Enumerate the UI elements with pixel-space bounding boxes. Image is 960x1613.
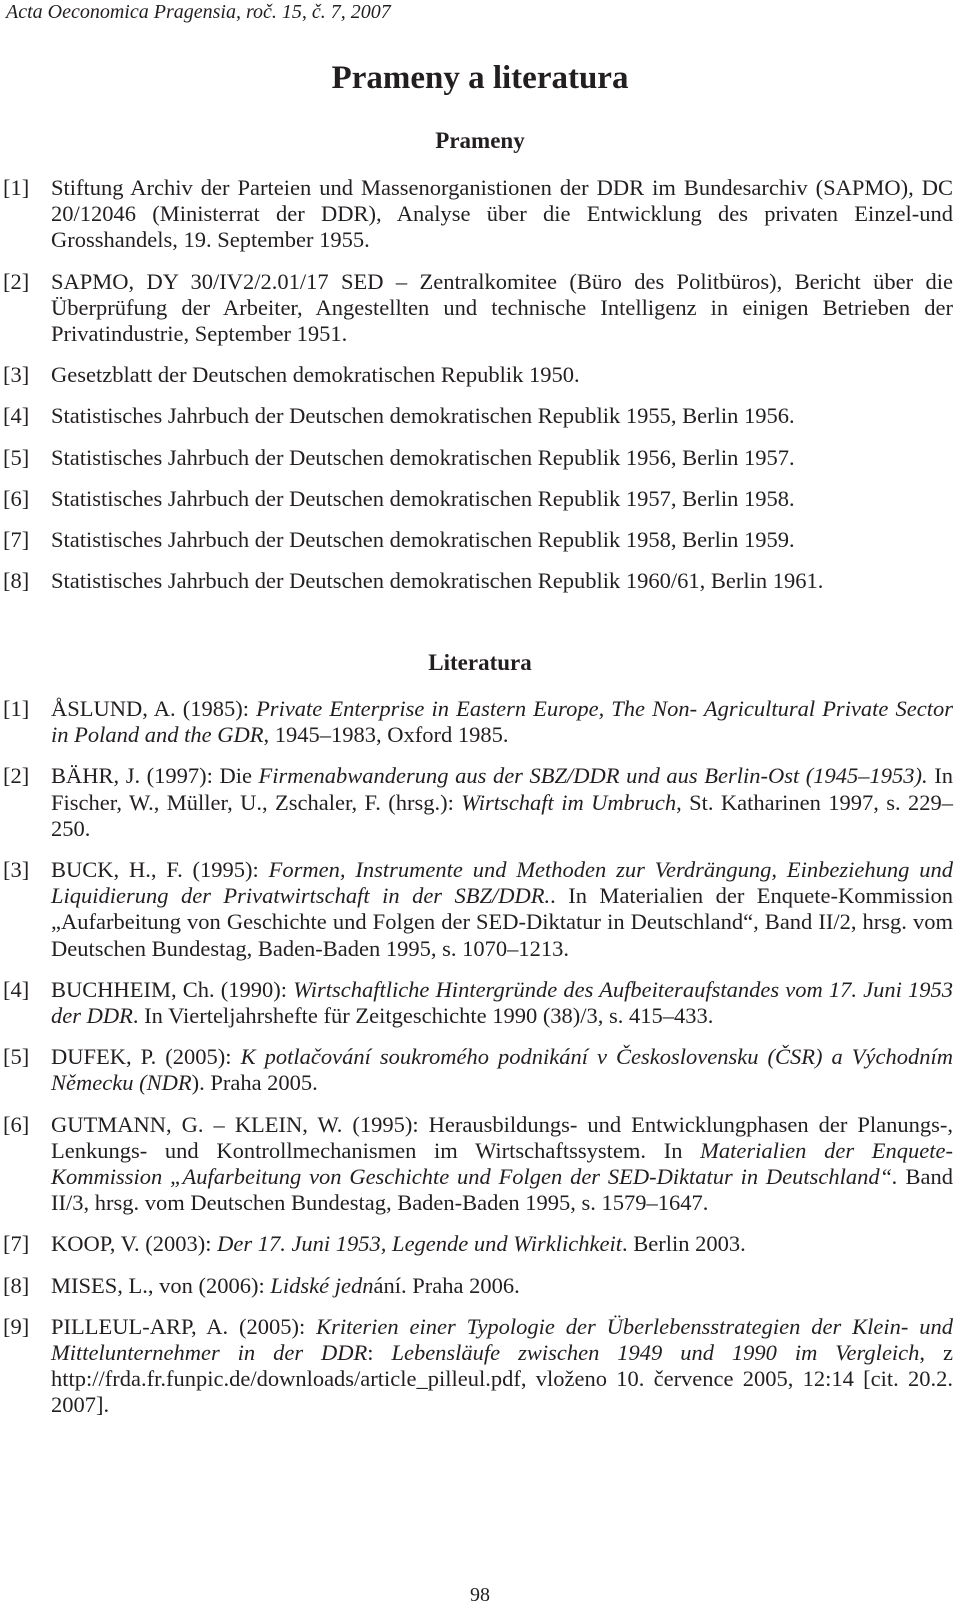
reference-text <box>51 696 953 748</box>
reference-number: [1] <box>3 696 30 721</box>
reference-text-segment: Band II/3, hrsg. vom Deutschen Bundestag, Baden-Baden 1995, s. 1579–1647. <box>51 1164 953 1216</box>
reference-text-segment: SAPMO, DY 30/IV2/2.01/17 SED – Zentralkomitee (Büro des Politbüros), Bericht über die Überprüfung der Arbeiter, Angestellten und technische Intelligenz in einigen Betrieben der Privatindustrie, September 1951. <box>51 268 953 347</box>
reference-text-segment: PILLEUL-ARP, A. (2005): <box>51 1313 317 1339</box>
literature-entry <box>3 1231 953 1257</box>
reference-title-italic: Lebensläufe zwischen 1949 und 1990 im Vergleich <box>391 1340 920 1366</box>
source-entry <box>3 362 953 388</box>
literature-entry <box>3 696 953 748</box>
page-number: 98 <box>470 1584 490 1606</box>
reference-number: [5] <box>3 1044 30 1070</box>
reference-title-italic: Materialien der Enquete-Kommission „Aufarbeitung von Geschichte und Folgen der SED-Diktatur in Deutschland“. <box>51 1137 953 1190</box>
reference-text <box>51 1314 953 1419</box>
reference-number: [2] <box>3 763 30 789</box>
reference-text <box>51 568 953 594</box>
source-entry <box>3 527 953 553</box>
literature-list <box>3 696 953 1434</box>
reference-text-segment: ). Praha 2005. <box>191 1070 318 1096</box>
reference-text-segment: ání. Praha 2006. <box>373 1272 520 1298</box>
reference-number: [6] <box>3 485 30 511</box>
reference-text-segment: Gesetzblatt der Deutschen demokratischen Republik 1950. <box>51 362 580 388</box>
reference-text <box>51 763 953 842</box>
reference-text-segment: Statistisches Jahrbuch der Deutschen demokratischen Republik 1958, Berlin 1959. <box>51 527 795 553</box>
reference-title-italic: Firmenabwanderung aus der SBZ/DDR und aus Berlin-Ost (1945–1953). <box>258 763 928 789</box>
reference-number: [2] <box>3 268 30 294</box>
reference-text-segment: : <box>367 1340 392 1366</box>
reference-text-segment: ÅSLUND, A. (1985): <box>51 696 257 721</box>
literature-entry <box>3 1314 953 1419</box>
reference-text-segment: , 1945–1983, Oxford 1985. <box>263 722 509 748</box>
reference-number: [5] <box>3 444 30 470</box>
source-entry <box>3 269 953 348</box>
reference-text-segment: Stiftung Archiv der Parteien und Massenorganistionen der DDR im Bundesarchiv (SAPMO), DC 20/12046 (Ministerrat der DDR), Analyse über die Entwicklung des privaten Einzel-und Grosshandels, 19. September 1955. <box>51 175 953 253</box>
reference-number: [8] <box>3 568 30 594</box>
reference-text <box>51 445 953 471</box>
reference-text <box>51 362 953 388</box>
reference-text-segment: BUCHHEIM, Ch. (1990): <box>51 976 294 1002</box>
literature-entry <box>3 1044 953 1096</box>
reference-text <box>51 527 953 553</box>
reference-title-italic: Private Enterprise in Eastern Europe, The Non- Agricultural Private Sector in Poland and the GDR <box>51 696 953 748</box>
literature-entry <box>3 977 953 1029</box>
sources-heading: Prameny <box>435 128 525 153</box>
reference-text <box>51 403 953 429</box>
reference-number: [4] <box>3 403 30 429</box>
reference-number: [4] <box>3 976 30 1002</box>
source-entry <box>3 568 953 594</box>
source-entry <box>3 486 953 512</box>
reference-text-segment: . In Vierteljahrshefte für Zeitgeschichte 1990 (38)/3, s. 415–433. <box>132 1003 714 1029</box>
reference-text <box>51 977 953 1029</box>
reference-text <box>51 269 953 348</box>
reference-text <box>51 1273 953 1299</box>
literature-entry <box>3 857 953 962</box>
reference-text-segment: . In Materialien der Enquete-Kommission „Aufarbeitung von Geschichte und Folgen der SED-Diktatur in Deutschland“, Band II/2, hrsg. vom Deutschen Bundestag, Baden-Baden 1995, s. 1070–1213. <box>51 883 953 961</box>
reference-text <box>51 1044 953 1096</box>
reference-number: [3] <box>3 857 30 883</box>
reference-title-italic: Der 17. Juni 1953, Legende und Wirklichkeit <box>217 1231 622 1257</box>
reference-number: [7] <box>3 527 30 553</box>
reference-text-segment: Statistisches Jahrbuch der Deutschen demokratischen Republik 1960/61, Berlin 1961. <box>51 568 824 594</box>
literature-entry <box>3 1273 953 1299</box>
reference-number: [8] <box>3 1272 30 1298</box>
reference-number: [6] <box>3 1111 30 1137</box>
reference-number: [1] <box>3 175 30 200</box>
reference-text <box>51 857 953 962</box>
literature-heading: Literatura <box>428 650 532 675</box>
reference-text-segment: Statistisches Jahrbuch der Deutschen demokratischen Republik 1956, Berlin 1957. <box>51 444 795 470</box>
reference-number: [7] <box>3 1231 30 1257</box>
reference-text-segment: GUTMANN, G. – KLEIN, W. (1995): Herausbildungs- und Entwicklungphasen der Planungs-, Lenkungs- und Kontrollmechanismen im Wirtschaftssystem. In <box>51 1111 953 1163</box>
reference-text-segment: DUFEK, P. (2005): <box>51 1044 241 1070</box>
source-entry <box>3 175 953 254</box>
reference-text-segment: Statistisches Jahrbuch der Deutschen demokratischen Republik 1957, Berlin 1958. <box>51 485 795 511</box>
reference-number: [3] <box>3 362 30 388</box>
reference-title-italic: Wirtschaftliche Hintergründe des Aufbeiteraufstandes vom 17. Juni 1953 der DDR <box>51 976 953 1029</box>
reference-text-segment: BÄHR, J. (1997): Die <box>51 763 259 789</box>
reference-title-italic: K potlačování soukromého podnikání v Československu (ČSR) a Východním Německu (NDR <box>51 1044 953 1096</box>
reference-text <box>51 1231 953 1257</box>
reference-text-segment: In Fischer, W., Müller, U., Zschaler, F. (hrsg.): <box>51 763 953 815</box>
reference-number: [9] <box>3 1313 30 1339</box>
reference-title-italic: Kriterien einer Typologie der Überlebensstrategien der Klein- und Mittelunternehmer in der DDR <box>51 1313 953 1366</box>
sources-list <box>3 175 953 609</box>
page-title: Prameny a literatura <box>331 60 629 96</box>
literature-entry <box>3 1112 953 1217</box>
reference-text-segment: Statistisches Jahrbuch der Deutschen demokratischen Republik 1955, Berlin 1956. <box>51 403 795 429</box>
reference-text-segment: , z http://frda.fr.funpic.de/downloads/article_pilleul.pdf, vloženo 10. července 2005, 12:14 [cit. 20.2. 2007]. <box>51 1340 953 1418</box>
source-entry <box>3 403 953 429</box>
source-entry <box>3 445 953 471</box>
reference-text-segment: , St. Katharinen 1997, s. 229–250. <box>51 789 954 841</box>
reference-title-italic: Lidské jedn <box>270 1272 374 1298</box>
reference-text <box>51 1112 953 1217</box>
reference-text <box>51 486 953 512</box>
reference-title-italic: Formen, Instrumente und Methoden zur Verdrängung, Einbeziehung und Liquidierung der Privatwirtschaft in der SBZ/DDR. <box>51 857 953 909</box>
reference-text <box>51 175 953 254</box>
reference-text-segment: BUCK, H., F. (1995): <box>51 857 269 883</box>
journal-header: Acta Oeconomica Pragensia, roč. 15, č. 7, 2007 <box>6 1 391 23</box>
reference-text-segment: . Berlin 2003. <box>622 1231 746 1257</box>
reference-title-italic: Wirtschaft im Umbruch <box>461 789 677 815</box>
reference-text-segment: KOOP, V. (2003): <box>51 1231 218 1257</box>
reference-text-segment: MISES, L., von (2006): <box>51 1272 271 1298</box>
literature-entry <box>3 763 953 842</box>
